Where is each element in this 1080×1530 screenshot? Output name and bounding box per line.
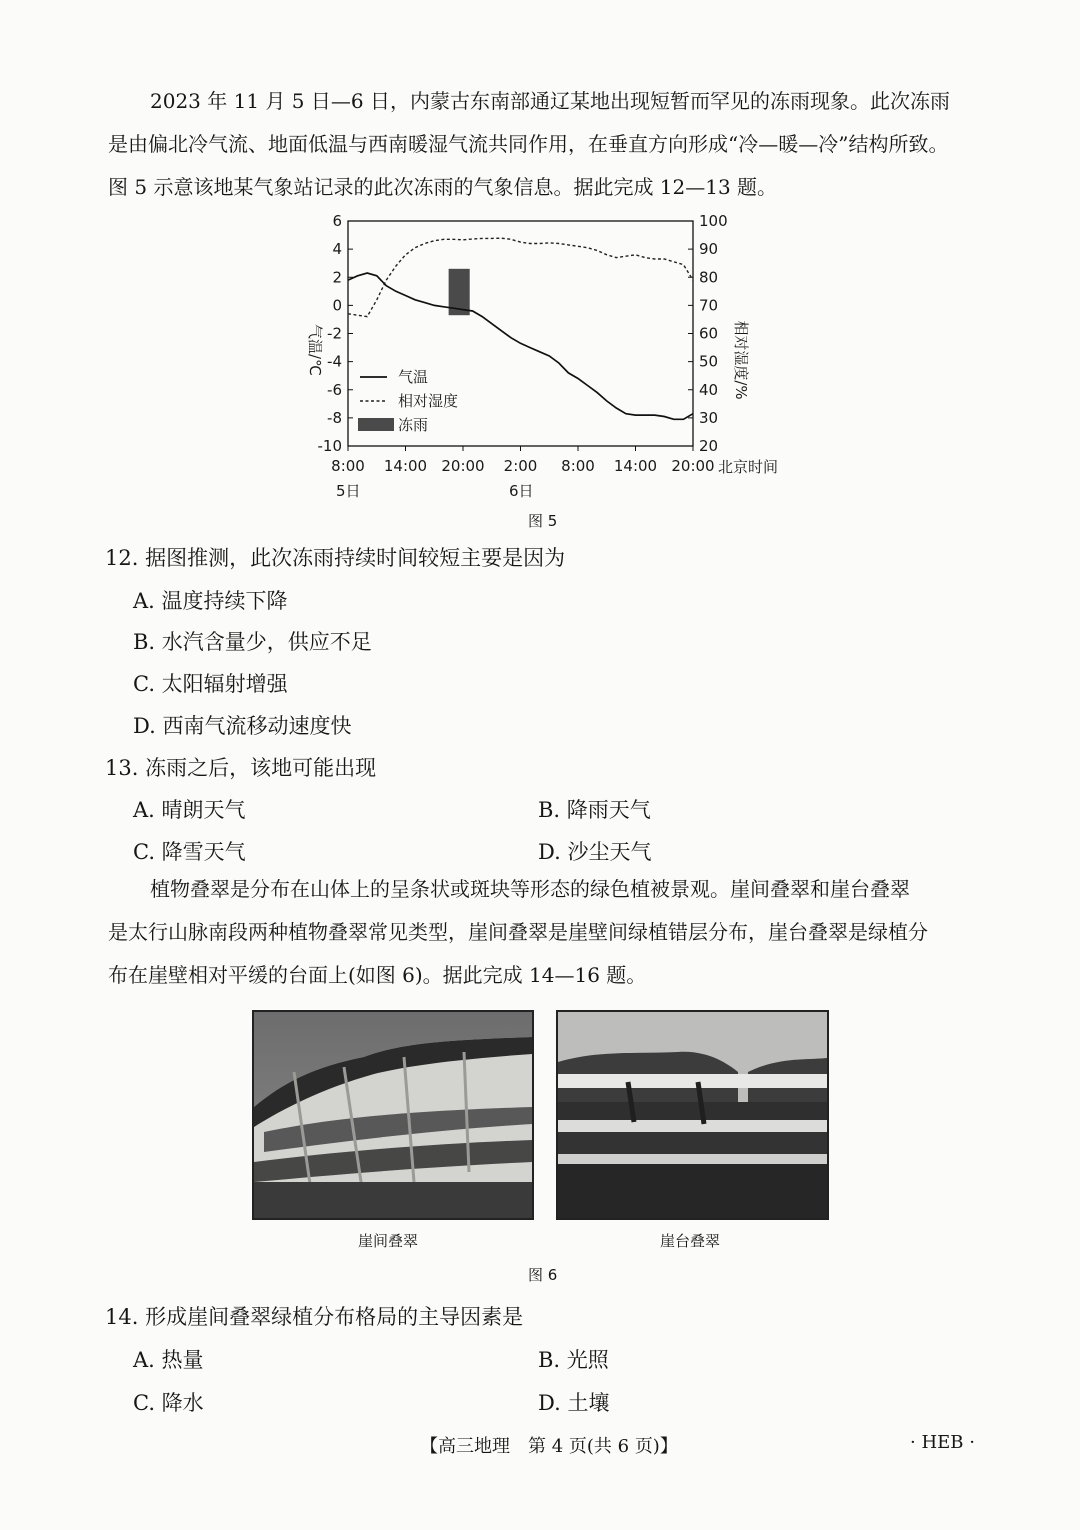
- q13-option-b: B. 降雨天气: [538, 798, 651, 822]
- left-axis-tick-label: 2: [332, 268, 342, 287]
- intro-line: 是太行山脉南段两种植物叠翠常见类型，崖间叠翠是崖壁间绿植错层分布，崖台叠翠是绿植分: [108, 920, 928, 944]
- figure-5-chart: [280, 205, 810, 505]
- day-label-5: 5日: [336, 482, 361, 500]
- intro-line: 布在崖壁相对平缓的台面上(如图 6)。据此完成 14—16 题。: [108, 963, 647, 987]
- x-axis-unit-label: 北京时间: [718, 458, 779, 476]
- q14-option-d: D. 土壤: [538, 1391, 610, 1415]
- q12-option-b: B. 水汽含量少，供应不足: [133, 630, 372, 654]
- plot-border: [348, 221, 693, 446]
- right-axis-tick-label: 30: [699, 408, 719, 427]
- left-axis-tick-label: 0: [332, 296, 342, 315]
- question-13-stem: 13. 冻雨之后，该地可能出现: [105, 756, 377, 780]
- x-axis-tick-label: 8:00: [331, 457, 365, 475]
- intro-line: 是由偏北冷气流、地面低温与西南暖湿气流共同作用，在垂直方向形成“冷—暖—冷”结构所致。: [108, 132, 949, 156]
- question-14-stem: 14. 形成崖间叠翠绿植分布格局的主导因素是: [105, 1305, 524, 1329]
- left-axis-tick-label: 6: [332, 212, 342, 230]
- right-axis-tick-label: 80: [699, 268, 719, 287]
- plot-frame: [348, 221, 693, 446]
- right-axis-tick-label: 20: [699, 437, 719, 455]
- x-axis-tick-label: 14:00: [613, 457, 658, 475]
- q14-option-a: A. 热量: [133, 1348, 204, 1372]
- q14-option-c: C. 降水: [133, 1391, 204, 1415]
- right-axis-ticks: [688, 212, 728, 455]
- x-axis-tick-label: 20:00: [441, 457, 485, 475]
- photo-left-caption: 崖间叠翠: [358, 1232, 419, 1250]
- right-axis-tick-label: 40: [699, 380, 719, 399]
- q14-option-b: B. 光照: [538, 1348, 609, 1372]
- intro-line: 2023 年 11 月 5 日—6 日，内蒙古东南部通辽某地出现短暂而罕见的冻雨现象。此次冻雨: [150, 89, 950, 113]
- left-axis-tick-label: -10: [317, 437, 342, 455]
- right-axis-label: 相对湿度/%: [732, 320, 750, 400]
- q12-option-d: D. 西南气流移动速度快: [133, 714, 352, 738]
- intro-paragraph-2: [108, 868, 988, 997]
- right-axis-tick-label: 90: [699, 240, 719, 259]
- footer-code: · HEB ·: [910, 1432, 975, 1453]
- question-12-stem: 12. 据图推测，此次冻雨持续时间较短主要是因为: [105, 546, 566, 570]
- q12-option-c: C. 太阳辐射增强: [133, 672, 288, 696]
- footer-page-info: 【高三地理 第 4 页(共 6 页)】: [420, 1436, 678, 1457]
- left-axis-tick-label: -2: [327, 324, 342, 343]
- humidity-line: [348, 238, 693, 316]
- q12-option-a: A. 温度持续下降: [133, 589, 288, 613]
- x-axis-tick-label: 2:00: [503, 457, 538, 475]
- x-axis-tick-label: 20:00: [671, 457, 715, 475]
- left-axis-tick-label: 4: [332, 240, 342, 259]
- legend-temperature-label: 气温: [398, 368, 429, 386]
- chart-legend: [358, 368, 458, 434]
- day-label-6: 6日: [509, 482, 534, 500]
- q13-option-a: A. 晴朗天气: [133, 798, 246, 822]
- photo-right-caption: 崖台叠翠: [660, 1232, 721, 1250]
- intro-paragraph-1: [108, 80, 988, 209]
- x-axis-ticks: [331, 446, 714, 475]
- x-axis-tick-label: 14:00: [383, 457, 428, 475]
- photo-terrace-greenery: [556, 1010, 829, 1220]
- q13-option-d: D. 沙尘天气: [538, 840, 652, 864]
- figure-5-caption: 图 5: [528, 512, 558, 530]
- left-axis-tick-label: -6: [327, 380, 342, 399]
- right-axis-tick-label: 60: [699, 324, 719, 343]
- x-axis-tick-label: 8:00: [561, 457, 595, 475]
- legend-humidity-label: 相对湿度: [398, 392, 459, 410]
- right-axis-tick-label: 100: [699, 212, 728, 230]
- figure-6-caption: 图 6: [528, 1266, 558, 1284]
- intro-line: 植物叠翠是分布在山体上的呈条状或斑块等形态的绿色植被景观。崖间叠翠和崖台叠翠: [150, 877, 910, 901]
- right-axis-tick-label: 70: [699, 296, 719, 315]
- right-axis-tick-label: 50: [699, 352, 719, 371]
- photo-cliff-layered-greenery: [252, 1010, 534, 1220]
- left-axis-tick-label: -8: [327, 408, 342, 427]
- left-axis-label: 气温/℃: [306, 324, 324, 376]
- legend-freezing-rain-label: 冻雨: [398, 416, 429, 434]
- intro-line: 图 5 示意该地某气象站记录的此次冻雨的气象信息。据此完成 12—13 题。: [108, 175, 778, 199]
- legend-freezing-rain-swatch: [358, 418, 394, 431]
- q13-option-c: C. 降雪天气: [133, 840, 246, 864]
- left-axis-tick-label: -4: [327, 352, 342, 371]
